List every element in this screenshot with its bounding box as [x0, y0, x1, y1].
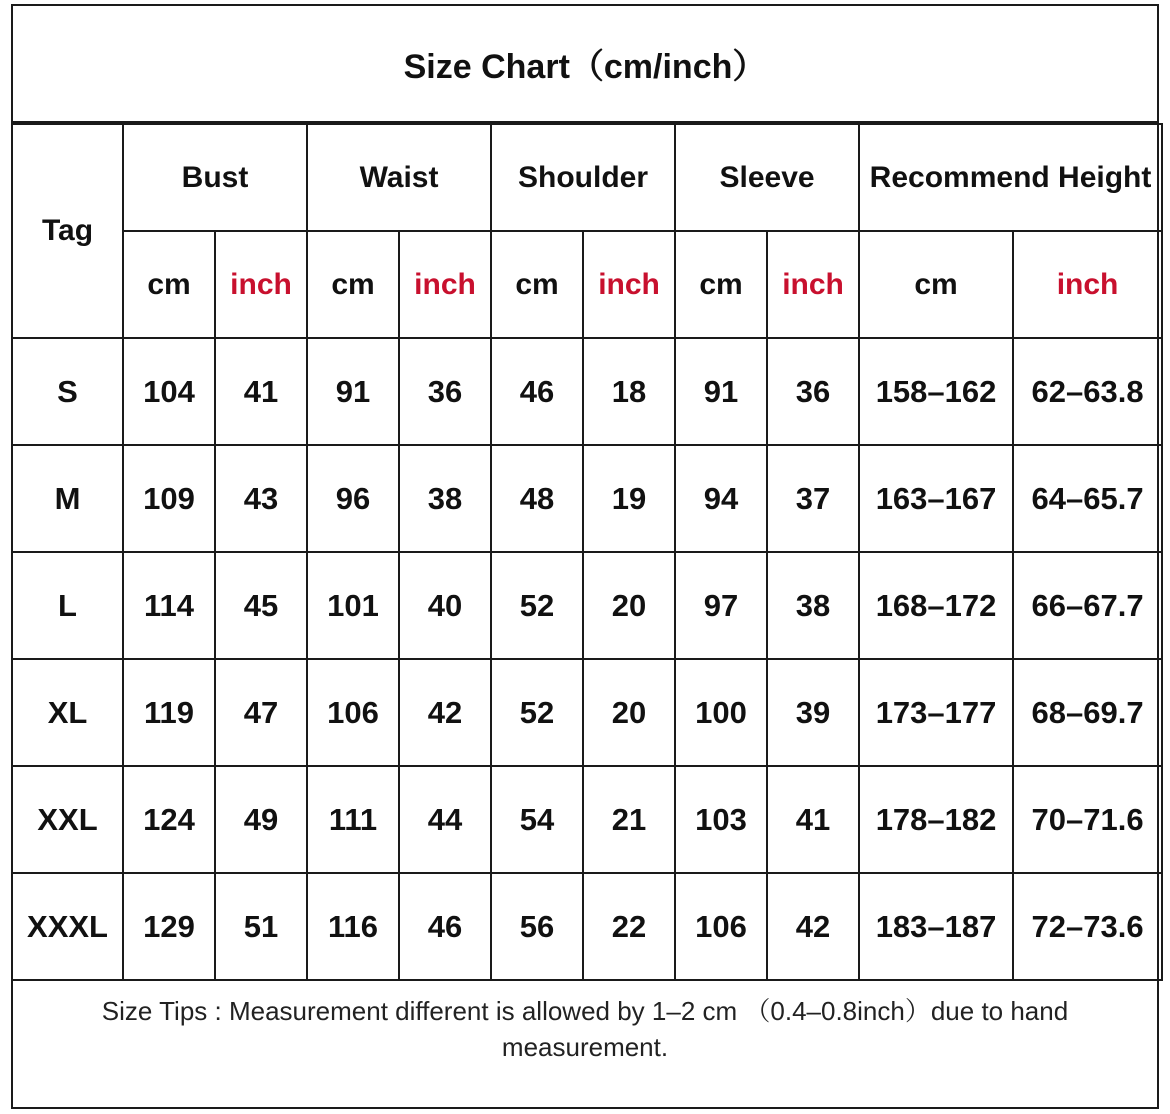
- measurement-cell: 21: [583, 766, 675, 873]
- unit-cm: cm: [675, 231, 767, 338]
- measurement-cell: 111: [307, 766, 399, 873]
- unit-cm: cm: [123, 231, 215, 338]
- measurement-cell: 20: [583, 552, 675, 659]
- measurement-cell: 51: [215, 873, 307, 980]
- header-group-row: [12, 124, 1162, 231]
- table-row: [12, 338, 1162, 445]
- unit-inch: inch: [215, 231, 307, 338]
- shoulder-header: Shoulder: [491, 124, 675, 231]
- measurement-cell: 62–63.8: [1013, 338, 1162, 445]
- table-row: [12, 873, 1162, 980]
- unit-cm: cm: [491, 231, 583, 338]
- unit-inch: inch: [767, 231, 859, 338]
- measurement-cell: 36: [767, 338, 859, 445]
- table-row: [12, 552, 1162, 659]
- measurement-cell: 41: [767, 766, 859, 873]
- measurement-cell: 91: [675, 338, 767, 445]
- measurement-cell: 158–162: [859, 338, 1013, 445]
- size-tag-cell: S: [12, 338, 123, 445]
- measurement-cell: 101: [307, 552, 399, 659]
- measurement-cell: 38: [767, 552, 859, 659]
- measurement-cell: 104: [123, 338, 215, 445]
- measurement-cell: 46: [399, 873, 491, 980]
- measurement-cell: 91: [307, 338, 399, 445]
- measurement-cell: 64–65.7: [1013, 445, 1162, 552]
- measurement-cell: 94: [675, 445, 767, 552]
- measurement-cell: 173–177: [859, 659, 1013, 766]
- measurement-cell: 22: [583, 873, 675, 980]
- measurement-cell: 46: [491, 338, 583, 445]
- table-row: [12, 766, 1162, 873]
- size-chart: [11, 4, 1159, 1109]
- measurement-cell: 114: [123, 552, 215, 659]
- measurement-cell: 183–187: [859, 873, 1013, 980]
- sleeve-header: Sleeve: [675, 124, 859, 231]
- measurement-cell: 20: [583, 659, 675, 766]
- measurement-cell: 103: [675, 766, 767, 873]
- measurement-cell: 41: [215, 338, 307, 445]
- size-tag-cell: L: [12, 552, 123, 659]
- chart-title: Size Chart（cm/inch）: [13, 6, 1157, 123]
- measurement-cell: 39: [767, 659, 859, 766]
- measurement-cell: 42: [767, 873, 859, 980]
- measurement-cell: 45: [215, 552, 307, 659]
- measurement-cell: 43: [215, 445, 307, 552]
- size-tag-cell: XL: [12, 659, 123, 766]
- measurement-cell: 18: [583, 338, 675, 445]
- measurement-cell: 70–71.6: [1013, 766, 1162, 873]
- size-tag-cell: M: [12, 445, 123, 552]
- measurement-cell: 124: [123, 766, 215, 873]
- table-row: [12, 659, 1162, 766]
- unit-inch: inch: [1013, 231, 1162, 338]
- measurement-cell: 168–172: [859, 552, 1013, 659]
- waist-header: Waist: [307, 124, 491, 231]
- measurement-cell: 119: [123, 659, 215, 766]
- measurement-cell: 96: [307, 445, 399, 552]
- measurement-cell: 100: [675, 659, 767, 766]
- size-tag-cell: XXL: [12, 766, 123, 873]
- measurement-cell: 52: [491, 659, 583, 766]
- unit-cm: cm: [307, 231, 399, 338]
- measurement-cell: 40: [399, 552, 491, 659]
- measurement-cell: 116: [307, 873, 399, 980]
- bust-header: Bust: [123, 124, 307, 231]
- size-tips: Size Tips : Measurement different is allowed by 1–2 cm （0.4–0.8inch）due to hand measurement.: [101, 996, 1069, 1062]
- measurement-cell: 52: [491, 552, 583, 659]
- measurement-cell: 37: [767, 445, 859, 552]
- size-tag-cell: XXXL: [12, 873, 123, 980]
- size-table: [11, 123, 1163, 981]
- measurement-cell: 106: [675, 873, 767, 980]
- measurement-cell: 38: [399, 445, 491, 552]
- measurement-cell: 163–167: [859, 445, 1013, 552]
- measurement-cell: 54: [491, 766, 583, 873]
- unit-inch: inch: [583, 231, 675, 338]
- unit-inch: inch: [399, 231, 491, 338]
- tag-header: Tag: [12, 124, 123, 338]
- table-row: [12, 445, 1162, 552]
- measurement-cell: 36: [399, 338, 491, 445]
- measurement-cell: 19: [583, 445, 675, 552]
- measurement-cell: 97: [675, 552, 767, 659]
- measurement-cell: 48: [491, 445, 583, 552]
- unit-cm: cm: [859, 231, 1013, 338]
- measurement-cell: 49: [215, 766, 307, 873]
- measurement-cell: 129: [123, 873, 215, 980]
- measurement-cell: 72–73.6: [1013, 873, 1162, 980]
- measurement-cell: 44: [399, 766, 491, 873]
- measurement-cell: 56: [491, 873, 583, 980]
- measurement-cell: 109: [123, 445, 215, 552]
- measurement-cell: 106: [307, 659, 399, 766]
- measurement-cell: 68–69.7: [1013, 659, 1162, 766]
- measurement-cell: 47: [215, 659, 307, 766]
- measurement-cell: 66–67.7: [1013, 552, 1162, 659]
- measurement-cell: 42: [399, 659, 491, 766]
- header-unit-row: [12, 231, 1162, 338]
- size-table-body: [12, 338, 1162, 980]
- measurement-cell: 178–182: [859, 766, 1013, 873]
- recommend-height-header: Recommend Height: [859, 124, 1162, 231]
